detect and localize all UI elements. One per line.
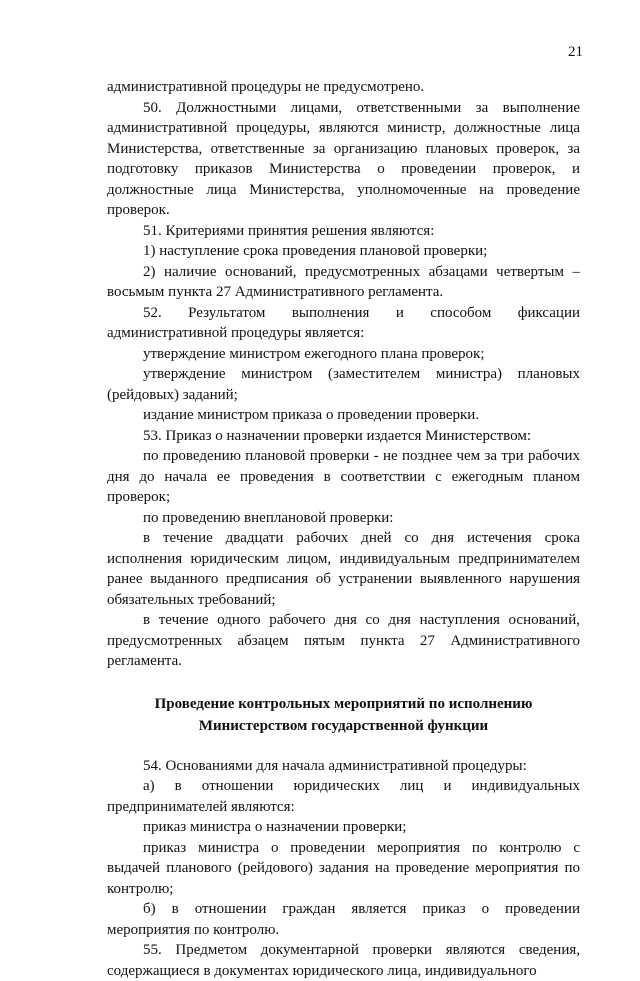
paragraph: а) в отношении юридических лиц и индивидуальных предпринимателей являются: xyxy=(107,776,580,817)
paragraph: 51. Критериями принятия решения являются: xyxy=(107,221,580,242)
paragraph: приказ министра о проведении мероприятия по контролю с выдачей планового (рейдового) задания на проведение мероприятия по контролю; xyxy=(107,838,580,900)
paragraph: по проведению плановой проверки - не позднее чем за три рабочих дня до начала ее проведения в соответствии с ежегодным планом проверок; xyxy=(107,446,580,508)
section-procedure-text xyxy=(107,77,580,672)
paragraph: утверждение министром ежегодного плана проверок; xyxy=(107,344,580,365)
paragraph: 54. Основаниями для начала административной процедуры: xyxy=(107,756,580,777)
spacer xyxy=(107,737,580,756)
paragraph: б) в отношении граждан является приказ о проведении мероприятия по контролю. xyxy=(107,899,580,940)
paragraph: приказ министра о назначении проверки; xyxy=(107,817,580,838)
paragraph: утверждение министром (заместителем министра) плановых (рейдовых) заданий; xyxy=(107,364,580,405)
paragraph: 50. Должностными лицами, ответственными за выполнение административной процедуры, являются министр, должностные лица Министерства, ответственные за организацию плановых проверок, за подготовку приказов Министерства о проведении проверок, и должностные лица Министерства, уполномоченные на проведение проверок. xyxy=(107,98,580,221)
section-heading-line-2: Министерством государственной функции xyxy=(107,715,580,737)
page-number: 21 xyxy=(568,43,583,61)
paragraph: издание министром приказа о проведении проверки. xyxy=(107,405,580,426)
paragraph: 53. Приказ о назначении проверки издается Министерством: xyxy=(107,426,580,447)
paragraph: административной процедуры не предусмотрено. xyxy=(107,77,580,98)
paragraph: 1) наступление срока проведения плановой проверки; xyxy=(107,241,580,262)
section-control-measures-text xyxy=(107,756,580,981)
document-body xyxy=(107,77,580,981)
paragraph: в течение двадцати рабочих дней со дня истечения срока исполнения юридическим лицом, индивидуальным предпринимателем ранее выданного предписания об устранении выявленного нарушения обязательных требований; xyxy=(107,528,580,610)
paragraph: 52. Результатом выполнения и способом фиксации административной процедуры является: xyxy=(107,303,580,344)
paragraph: по проведению внеплановой проверки: xyxy=(107,508,580,529)
section-heading-line-1: Проведение контрольных мероприятий по исполнению xyxy=(107,693,580,715)
paragraph: 55. Предметом документарной проверки являются сведения, содержащиеся в документах юридического лица, индивидуального xyxy=(107,940,580,981)
paragraph: 2) наличие оснований, предусмотренных абзацами четвертым – восьмым пункта 27 Административного регламента. xyxy=(107,262,580,303)
paragraph: в течение одного рабочего дня со дня наступления оснований, предусмотренных абзацем пятым пункта 27 Административного регламента. xyxy=(107,610,580,672)
section-heading xyxy=(107,693,580,737)
